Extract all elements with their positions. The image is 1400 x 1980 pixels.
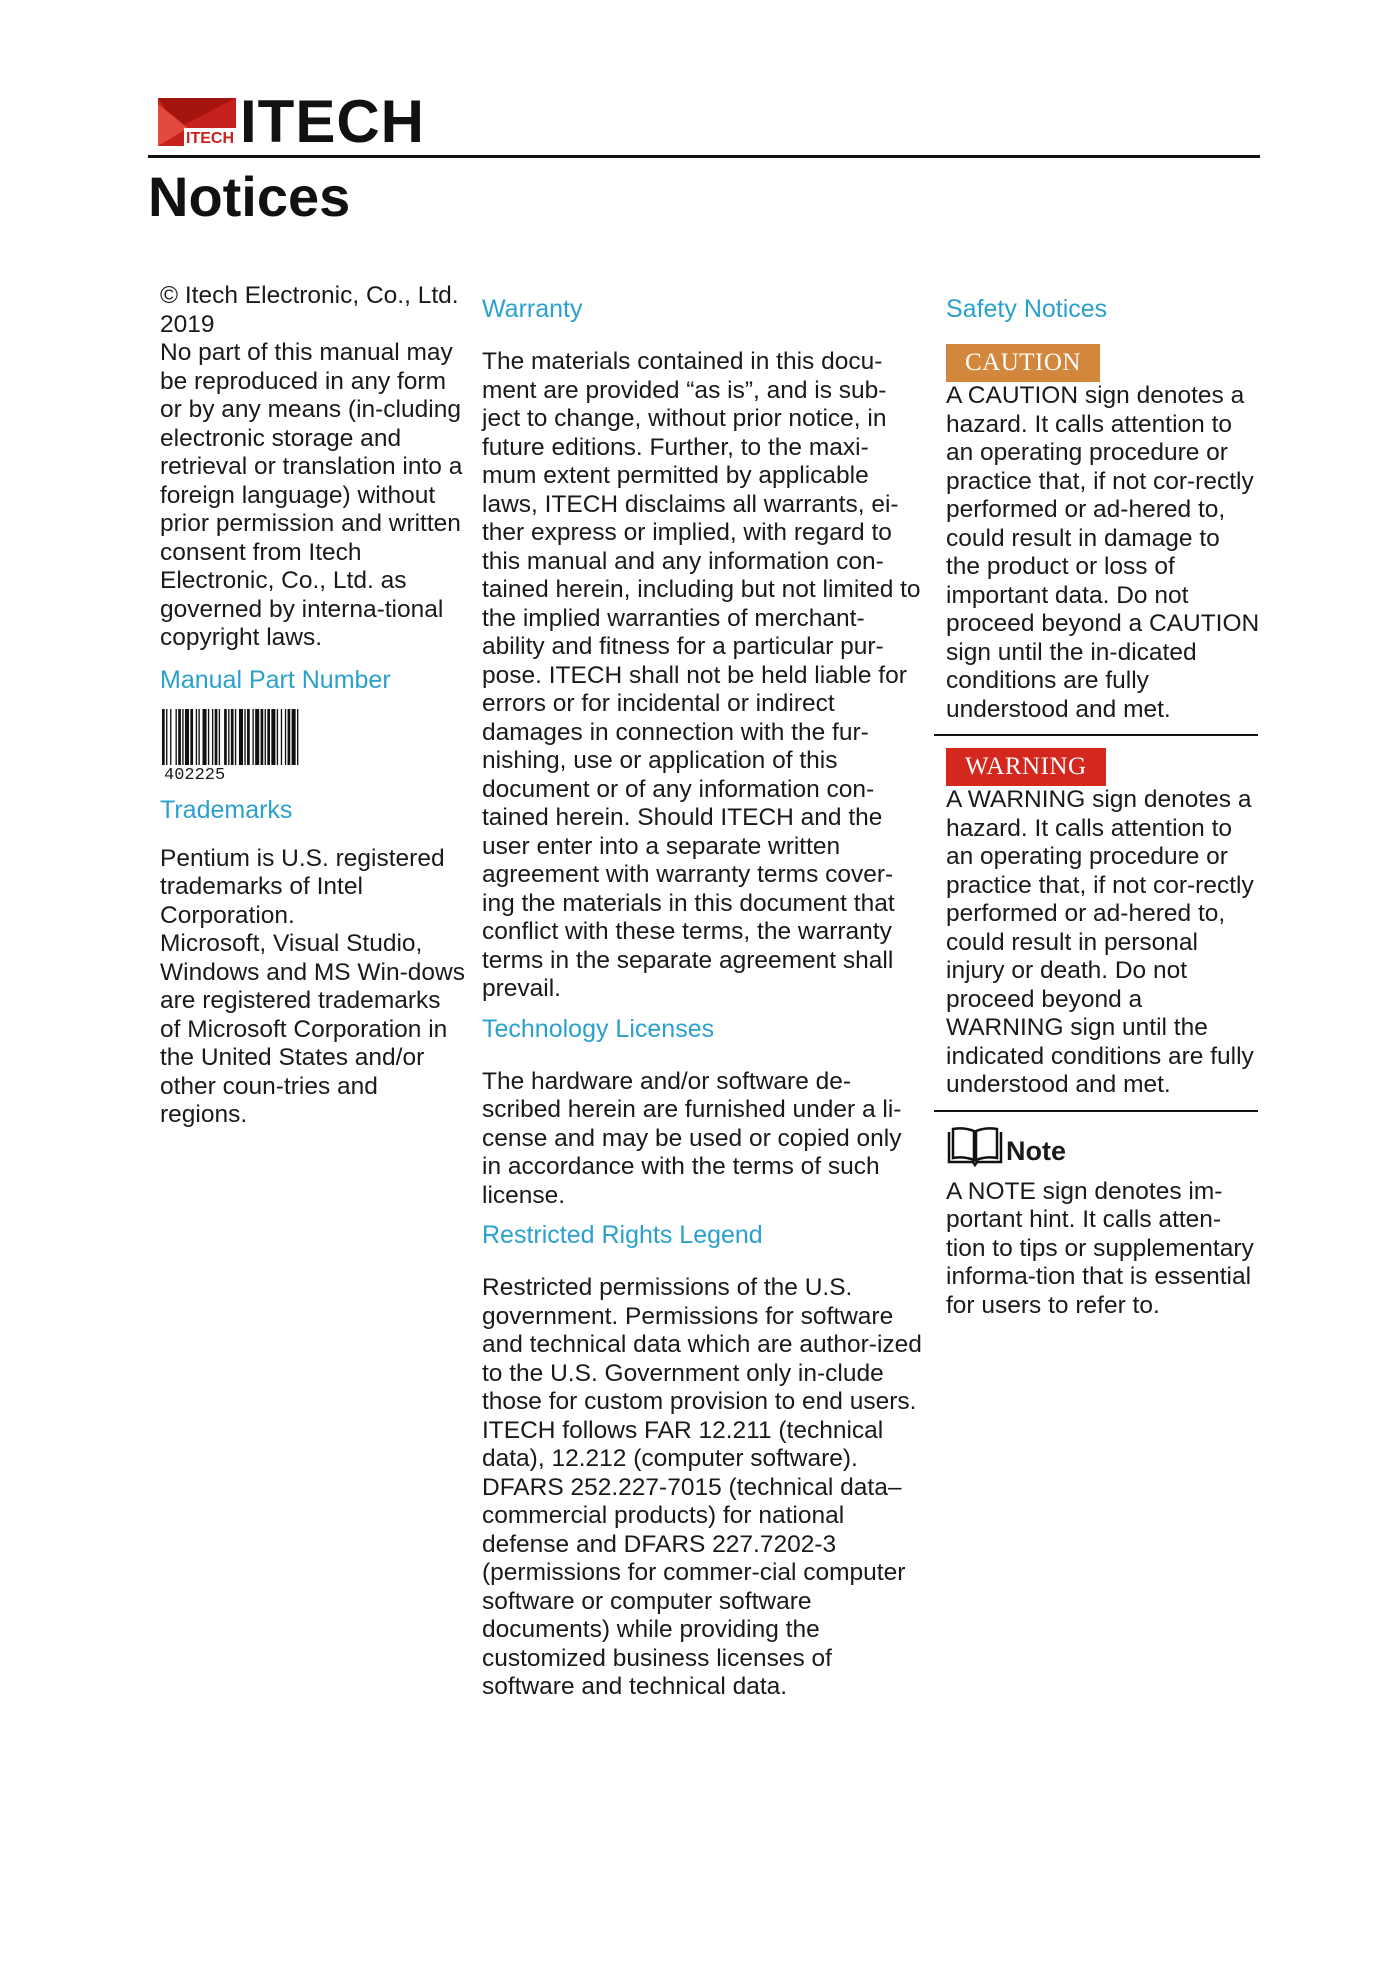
- technology-licenses-text: The hardware and/or software de-scribed herein are furnished under a li-cense and may be used or copied only in accordance with the terms of such license.: [482, 1067, 902, 1209]
- warning-badge: WARNING: [946, 748, 1106, 786]
- logo-wordmark: ITECH: [240, 88, 425, 155]
- barcode-bar: [224, 709, 227, 765]
- barcode-number: 402225: [164, 765, 226, 785]
- barcode-bar: [252, 709, 253, 765]
- header-divider: [148, 155, 1260, 158]
- left-column: [160, 282, 466, 1130]
- barcode-bar: [247, 709, 250, 765]
- barcode-bar: [231, 709, 234, 765]
- itech-logo: [158, 88, 425, 155]
- note-text: A NOTE sign denotes im-portant hint. It calls atten-tion to tips or supplementary informa-tion that is essential for users to refer to.: [946, 1177, 1254, 1319]
- barcode-bar: [215, 709, 218, 765]
- barcode-bar: [176, 709, 177, 765]
- restricted-rights-heading: Restricted Rights Legend: [482, 1221, 763, 1249]
- barcode-bar: [297, 709, 298, 765]
- technology-licenses-heading: Technology Licenses: [482, 1014, 715, 1043]
- caution-badge: CAUTION: [946, 344, 1100, 382]
- itech-logo-mark: [158, 98, 236, 146]
- trademarks-text: Pentium is U.S. registered trademarks of Intel Corporation. Microsoft, Visual Studio, Windows and MS Win-dows are registered trademarks of Microsoft Corporation in the United States and/or other coun-tries and regions.: [160, 844, 465, 1128]
- trademarks-heading: Trademarks: [160, 795, 293, 824]
- barcode-bar: [198, 709, 199, 765]
- warning-divider: [934, 1110, 1258, 1112]
- page-title: Notices: [148, 165, 351, 228]
- logo-mark-text: ITECH: [186, 130, 234, 146]
- barcode-bar: [288, 709, 291, 765]
- barcode-bar: [235, 709, 236, 765]
- middle-column: [482, 294, 922, 1702]
- barcode-bars: [160, 709, 350, 765]
- barcode-bar: [203, 709, 207, 765]
- barcode-bar: [166, 709, 167, 765]
- barcode-bar: [190, 709, 193, 765]
- barcode-bar: [244, 709, 245, 765]
- barcode-bar: [170, 709, 171, 765]
- warranty-heading: Warranty: [482, 295, 583, 323]
- barcode-bar: [261, 709, 264, 765]
- barcode-bar: [267, 709, 270, 765]
- barcode-bar: [292, 709, 296, 765]
- barcode-bar: [255, 709, 259, 765]
- barcode-bar: [277, 709, 278, 765]
- barcode-bar: [185, 709, 189, 765]
- barcode: [160, 709, 350, 785]
- caution-divider: [934, 734, 1258, 736]
- barcode-bar: [265, 709, 266, 765]
- barcode-bar: [182, 709, 183, 765]
- barcode-bar: [285, 709, 286, 765]
- manual-part-number-heading: Manual Part Number: [160, 665, 391, 694]
- book-icon: [946, 1126, 1004, 1168]
- warning-text: A WARNING sign denotes a hazard. It calls attention to an operating procedure or practice that, if not cor-rectly performed or ad-hered to, could result in personal injury or death. Do not proceed beyond a WARNING sign until the indicated conditions are fully understood and met.: [946, 786, 1254, 1098]
- barcode-bar: [212, 709, 213, 765]
- barcode-bar: [281, 709, 282, 765]
- warranty-text: The materials contained in this docu-ment are provided “as is”, and is sub-ject to change, without prior notice, in future editions. Further, to the maxi-mum extent permitted by applicable laws, ITECH disclaims all warrants, ei-ther express or implied, with regard to this manual and any information con-tained herein, including but not limited to the implied warranties of merchant-ability and fitness for a particular pur-pose. ITECH shall not be held liable for errors or for incidental or indirect damages in connection with the fur-nishing, use or application of this document or of any information con-tained herein. Should ITECH and the user enter into a separate written agreement with warranty terms cover-ing the materials in this document that conflict with these terms, the warranty terms in the separate agreement shall prevail.: [482, 348, 921, 1002]
- restricted-rights-text: Restricted permissions of the U.S. government. Permissions for software and technical data which are author-ized to the U.S. Government only in-clude those for custom provision to end users. ITECH follows FAR 12.211 (technical data), 12.212 (computer software). DFARS 252.227-7015 (technical data–commercial products) for national defense and DFARS 227.7202-3 (permissions for commer-cial computer software or computer software documents) while providing the customized business licenses of software and technical data.: [482, 1274, 922, 1700]
- barcode-bar: [228, 709, 229, 765]
- right-column: [946, 294, 1260, 1320]
- barcode-bar: [271, 709, 275, 765]
- barcode-bar: [208, 709, 209, 765]
- note-header: [946, 1124, 1260, 1168]
- note-label: Note: [1006, 1135, 1066, 1166]
- barcode-bar: [239, 709, 243, 765]
- safety-notices-heading: Safety Notices: [946, 295, 1108, 323]
- barcode-bar: [178, 709, 181, 765]
- barcode-bar: [196, 709, 197, 765]
- caution-text: A CAUTION sign denotes a hazard. It calls attention to an operating procedure or practice that, if not cor-rectly performed or ad-hered to, could result in damage to the product or loss of important data. Do not proceed beyond a CAUTION sign until the in-dicated conditions are fully understood and met.: [946, 382, 1260, 723]
- barcode-bar: [162, 709, 165, 765]
- barcode-bar: [219, 709, 220, 765]
- copyright-text: © Itech Electronic, Co., Ltd. 2019 No part of this manual may be reproduced in any form or by any means (in-cluding electronic storage and retrieval or translation into a foreign language) without prior permission and written consent from Itech Electronic, Co., Ltd. as governed by interna-tional copyright laws.: [160, 282, 463, 651]
